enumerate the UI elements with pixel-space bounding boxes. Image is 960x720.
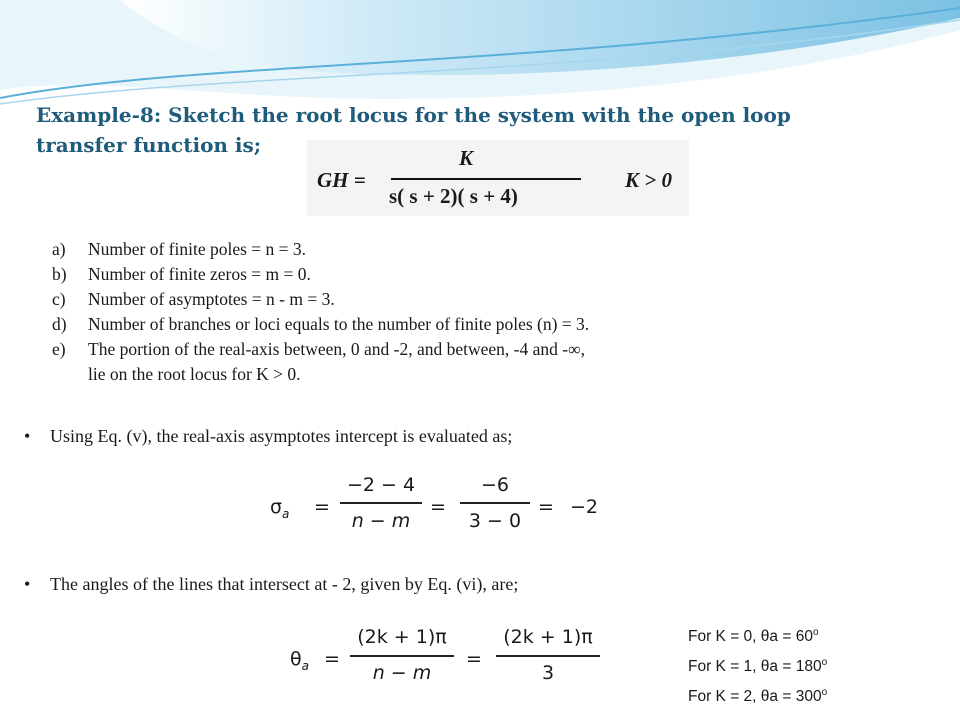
equals-sign: =	[430, 496, 446, 518]
angle-result-k2: For K = 2, $\theta a = 300^o$	[688, 687, 828, 706]
equals-sign: =	[538, 496, 554, 518]
fraction-numerator: (2k + 1)π	[357, 626, 447, 648]
fraction-bar	[496, 655, 600, 657]
list-item	[52, 262, 852, 287]
transfer-function-image	[307, 140, 689, 216]
list-item-label: c)	[52, 289, 66, 309]
degree-superscript: o	[812, 627, 819, 638]
sigma-symbol: $\sigma_a$	[270, 496, 290, 521]
title-line-2: transfer function is;	[36, 133, 262, 157]
theta-equation	[290, 622, 620, 692]
theta-subscript: a	[301, 658, 309, 673]
degree-superscript: o	[821, 687, 828, 699]
bullet-dot: •	[24, 574, 31, 594]
angle-result-k0: For K = 0, $\theta a = 60^o$	[688, 627, 819, 646]
title-line-1: Example-8: Sketch the root locus for the system with the open loop	[36, 103, 791, 127]
properties-list	[52, 237, 852, 387]
fraction-bar	[340, 502, 422, 504]
tf-lhs: GH =	[317, 168, 366, 192]
fraction-denominator: 3 − 0	[468, 510, 522, 532]
sigma-result: −2	[570, 496, 599, 518]
fraction-bar	[460, 502, 530, 504]
list-item	[52, 237, 852, 262]
tf-condition: K > 0	[625, 168, 672, 192]
list-item-label: e)	[52, 339, 66, 359]
theta-symbol: $\theta_a$	[290, 648, 309, 673]
list-item	[52, 337, 852, 387]
sigma-subscript: a	[282, 506, 290, 521]
list-item-label: b)	[52, 264, 67, 284]
list-item	[52, 287, 852, 312]
fraction-denominator: n − m	[372, 662, 432, 684]
list-item-text: Number of finite poles = n = 3.	[88, 239, 307, 259]
fraction-numerator: −2 − 4	[346, 474, 416, 496]
equals-sign: =	[314, 496, 330, 518]
header-wave-decoration	[0, 0, 960, 110]
sigma-equation	[270, 472, 610, 542]
fraction-numerator: (2k + 1)π	[503, 626, 593, 648]
list-item-label: d)	[52, 314, 67, 334]
equals-sign: =	[324, 648, 340, 670]
list-item-text: The portion of the real-axis between, 0 and -2, and between, -4 and -∞,	[88, 339, 585, 359]
list-item-text: Number of asymptotes = n - m = 3.	[88, 289, 335, 309]
tf-fraction-bar	[391, 178, 581, 180]
angle-results	[688, 620, 827, 710]
list-item-text: Number of branches or loci equals to the number of finite poles (n) = 3.	[88, 314, 590, 334]
degree-superscript: o	[821, 657, 828, 669]
fraction-numerator: −6	[480, 474, 509, 496]
list-item-text-continued: lie on the root locus for K > 0.	[88, 364, 301, 384]
list-item-text: Number of finite zeros = m = 0.	[88, 264, 311, 284]
bullet-dot: •	[24, 426, 31, 446]
list-item	[52, 312, 852, 337]
tf-numerator: K	[459, 146, 474, 170]
list-item-label: a)	[52, 239, 66, 259]
bullet-text: Using Eq. (v), the real-axis asymptotes intercept is evaluated as;	[50, 426, 513, 446]
tf-denominator: s( s + 2)( s + 4)	[389, 184, 518, 208]
bullet-text: The angles of the lines that intersect at - 2, given by Eq. (vi), are;	[50, 574, 519, 594]
fraction-denominator: 3	[541, 662, 555, 684]
fraction-bar	[350, 655, 454, 657]
equals-sign: =	[466, 648, 482, 670]
angle-result-k1: For K = 1, $\theta a = 180^o$	[688, 657, 828, 676]
fraction-denominator: n − m	[351, 510, 411, 532]
